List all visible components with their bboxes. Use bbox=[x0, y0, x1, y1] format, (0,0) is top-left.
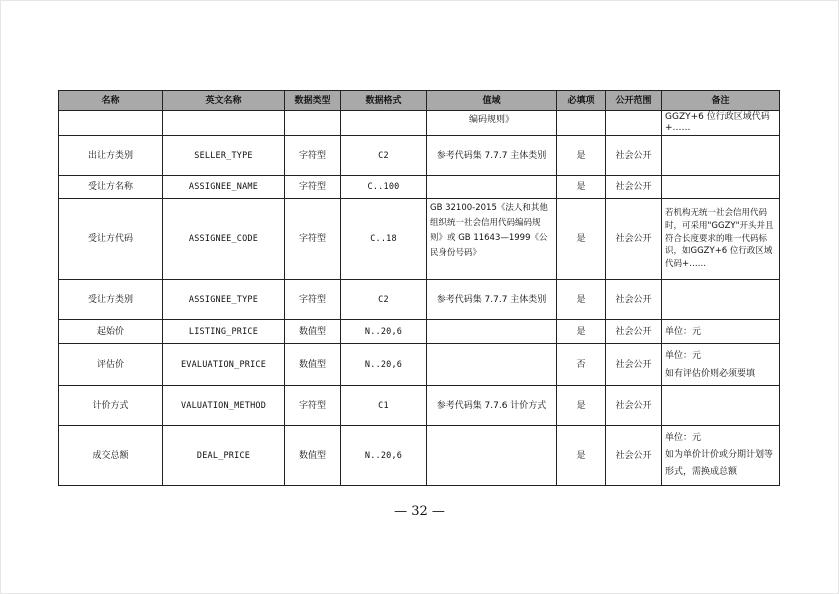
cell-name: 评估价 bbox=[59, 344, 163, 386]
header-remark: 备注 bbox=[662, 91, 780, 111]
cell-data-type: 数值型 bbox=[285, 320, 341, 344]
cell-required: 否 bbox=[557, 344, 606, 386]
cell-value-domain: GB 32100-2015《法人和其他组织统一社会信用代码编码规则》或 GB 11643—1999《公民身份号码》 bbox=[427, 199, 557, 280]
cell-english-name: ASSIGNEE_NAME bbox=[163, 176, 285, 199]
cell-name: 起始价 bbox=[59, 320, 163, 344]
cell-value-domain bbox=[427, 176, 557, 199]
cell-name: 受让方名称 bbox=[59, 176, 163, 199]
header-data-type: 数据类型 bbox=[285, 91, 341, 111]
cell-data-type bbox=[285, 111, 341, 136]
cell-value-domain: 参考代码集 7.7.7 主体类别 bbox=[427, 136, 557, 176]
cell-data-format: C2 bbox=[341, 136, 427, 176]
table-row bbox=[59, 199, 780, 280]
cell-disclosure-scope bbox=[606, 111, 662, 136]
cell-remark: 单位：元 如为单价计价或分期计划等形式，需换成总额 bbox=[662, 426, 780, 486]
cell-name: 受让方类别 bbox=[59, 280, 163, 320]
cell-english-name: SELLER_TYPE bbox=[163, 136, 285, 176]
cell-required bbox=[557, 111, 606, 136]
table-body bbox=[59, 111, 780, 486]
cell-value-domain bbox=[427, 320, 557, 344]
table-row bbox=[59, 320, 780, 344]
cell-data-format: C2 bbox=[341, 280, 427, 320]
table-row bbox=[59, 426, 780, 486]
cell-remark bbox=[662, 136, 780, 176]
header-disclosure-scope: 公开范围 bbox=[606, 91, 662, 111]
cell-name: 出让方类别 bbox=[59, 136, 163, 176]
cell-disclosure-scope: 社会公开 bbox=[606, 344, 662, 386]
cell-value-domain bbox=[427, 344, 557, 386]
cell-disclosure-scope: 社会公开 bbox=[606, 136, 662, 176]
cell-value-domain: 编码规则》 bbox=[427, 111, 557, 136]
cell-data-format: C..100 bbox=[341, 176, 427, 199]
cell-data-format: N..20,6 bbox=[341, 426, 427, 486]
cell-required: 是 bbox=[557, 176, 606, 199]
cell-disclosure-scope: 社会公开 bbox=[606, 320, 662, 344]
header-required: 必填项 bbox=[557, 91, 606, 111]
cell-disclosure-scope: 社会公开 bbox=[606, 199, 662, 280]
cell-remark: 若机构无统一社会信用代码时，可采用"GGZY"开头并且符合长度要求的唯一代码标识，如GGZY+6 位行政区域代码+…… bbox=[662, 199, 780, 280]
cell-required: 是 bbox=[557, 320, 606, 344]
cell-value-domain bbox=[427, 426, 557, 486]
cell-name: 成交总额 bbox=[59, 426, 163, 486]
table-header bbox=[59, 91, 780, 111]
cell-data-format: N..20,6 bbox=[341, 344, 427, 386]
cell-data-format bbox=[341, 111, 427, 136]
cell-value-domain: 参考代码集 7.7.6 计价方式 bbox=[427, 386, 557, 426]
cell-data-type: 字符型 bbox=[285, 199, 341, 280]
cell-data-format: N..20,6 bbox=[341, 320, 427, 344]
table-row bbox=[59, 280, 780, 320]
cell-required: 是 bbox=[557, 199, 606, 280]
cell-data-format: C..18 bbox=[341, 199, 427, 280]
cell-remark bbox=[662, 386, 780, 426]
cell-remark: 单位：元 如有评估价则必须要填 bbox=[662, 344, 780, 386]
page-number: — 32 — bbox=[394, 504, 445, 519]
cell-remark: 单位：元 bbox=[662, 320, 780, 344]
header-data-format: 数据格式 bbox=[341, 91, 427, 111]
cell-disclosure-scope: 社会公开 bbox=[606, 426, 662, 486]
cell-english-name: EVALUATION_PRICE bbox=[163, 344, 285, 386]
cell-name: 计价方式 bbox=[59, 386, 163, 426]
header-english-name: 英文名称 bbox=[163, 91, 285, 111]
table-row bbox=[59, 386, 780, 426]
cell-english-name: DEAL_PRICE bbox=[163, 426, 285, 486]
cell-required: 是 bbox=[557, 280, 606, 320]
cell-required: 是 bbox=[557, 386, 606, 426]
cell-required: 是 bbox=[557, 426, 606, 486]
table-row bbox=[59, 111, 780, 136]
cell-english-name: ASSIGNEE_CODE bbox=[163, 199, 285, 280]
cell-english-name: LISTING_PRICE bbox=[163, 320, 285, 344]
table-row bbox=[59, 136, 780, 176]
cell-data-type: 字符型 bbox=[285, 176, 341, 199]
cell-remark: GGZY+6 位行政区域代码+…… bbox=[662, 111, 780, 136]
cell-name bbox=[59, 111, 163, 136]
cell-data-type: 字符型 bbox=[285, 280, 341, 320]
header-row bbox=[59, 91, 780, 111]
cell-data-type: 字符型 bbox=[285, 386, 341, 426]
cell-data-format: C1 bbox=[341, 386, 427, 426]
cell-remark bbox=[662, 280, 780, 320]
cell-disclosure-scope: 社会公开 bbox=[606, 280, 662, 320]
cell-disclosure-scope: 社会公开 bbox=[606, 386, 662, 426]
table-row bbox=[59, 344, 780, 386]
cell-data-type: 数值型 bbox=[285, 344, 341, 386]
cell-value-domain: 参考代码集 7.7.7 主体类别 bbox=[427, 280, 557, 320]
header-value-domain: 值域 bbox=[427, 91, 557, 111]
cell-data-type: 字符型 bbox=[285, 136, 341, 176]
cell-remark bbox=[662, 176, 780, 199]
table-row bbox=[59, 176, 780, 199]
header-name: 名称 bbox=[59, 91, 163, 111]
cell-data-type: 数值型 bbox=[285, 426, 341, 486]
data-spec-table bbox=[58, 90, 780, 486]
cell-required: 是 bbox=[557, 136, 606, 176]
cell-name: 受让方代码 bbox=[59, 199, 163, 280]
cell-english-name: VALUATION_METHOD bbox=[163, 386, 285, 426]
cell-english-name bbox=[163, 111, 285, 136]
cell-english-name: ASSIGNEE_TYPE bbox=[163, 280, 285, 320]
cell-disclosure-scope: 社会公开 bbox=[606, 176, 662, 199]
